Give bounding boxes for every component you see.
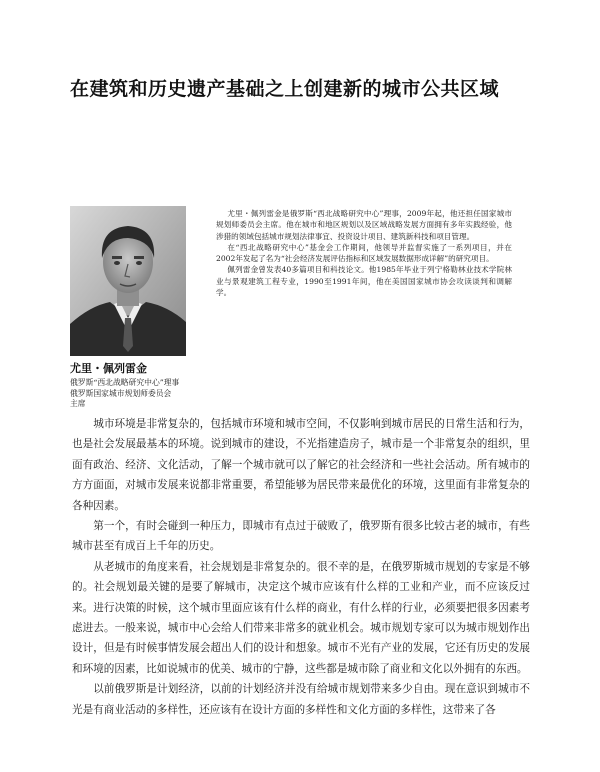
body-paragraph: 城市环境是非常复杂的，包括城市环境和城市空间，不仅影响到城市居民的日常生活和行为，也是社会发展最基本的环境。说到城市的建设，不光指建造房子，城市是一个非常复杂的组织，里面有政治、经济、文化活动，了解一个城市就可以了解它的社会经济和一些社会活动。所有城市的方方面面，对城市发展来说都非常重要，希望能够为居民带来最优化的环境，这里面有非常复杂的各种因素。	[72, 418, 530, 512]
bio-paragraph: 尤里・佩列雷金是俄罗斯“西北战略研究中心”理事，2009年起，他还担任国家城市规划师委员会主席。他在城市和地区规划以及区域战略发展方面拥有多年实践经验，他涉猎的领域包括城市规划法律事宜、投资设计项目、建筑新科技和项目管理。	[216, 209, 512, 241]
body-paragraph: 从老城市的角度来看，社会规划是非常复杂的。很不幸的是，在俄罗斯城市规划的专家是不够的。社会规划最关键的是要了解城市，决定这个城市应该有什么样的工业和产业，而不应该反过来。进行决策的时候，这个城市里面应该有什么样的商业，有什么样的行业，必须要把很多因素考虑进去。一般来说，城市中心会给人们带来非常多的就业机会。城市规划专家可以为城市规划作出设计，但是有时候事情发展会超出人们的设计和想象。城市不光有产业的发展，它还有历史的发展和环境的因素，比如说城市的优美、城市的宁静，这些都是城市除了商业和文化以外拥有的东西。	[72, 560, 530, 675]
article-title: 在建筑和历史遗产基础之上创建新的城市公共区域	[70, 78, 500, 100]
author-portrait-icon	[70, 206, 186, 356]
author-role: 俄罗斯国家城市规划师委员会	[70, 388, 172, 398]
author-role: 俄罗斯“西北战略研究中心”理事	[70, 378, 180, 387]
author-bio	[216, 208, 512, 298]
author-name: 尤里・佩列雷金	[70, 362, 147, 375]
article-body	[72, 414, 530, 720]
photo-caption	[70, 362, 210, 410]
body-paragraph: 第一个，有时会碰到一种压力，即城市有点过于破败了，俄罗斯有很多比较古老的城市，有些城市甚至有成百上千年的历史。	[72, 520, 530, 553]
bio-paragraph: 佩列雷金曾发表40多篇项目和科技论文。他1985年毕业于列宁格勒林业技术学院林业与景观建筑工程专业，1990至1991年间，他在美国国家城市协会攻读谈判和调解学。	[216, 265, 512, 298]
author-role: 主席	[70, 399, 86, 408]
body-paragraph: 以前俄罗斯是计划经济，以前的计划经济并没有给城市规划带来多少自由。现在意识到城市不光是有商业活动的多样性，还应该有在设计方面的多样性和文化方面的多样性，这带来了各	[72, 683, 530, 716]
bio-paragraph: 在“西北战略研究中心”基金会工作期间，他领导并监督实施了一系列项目，并在2002年发起了名为“社会经济发展评估指标和区域发展数据形成详解”的研究项目。	[216, 242, 512, 264]
